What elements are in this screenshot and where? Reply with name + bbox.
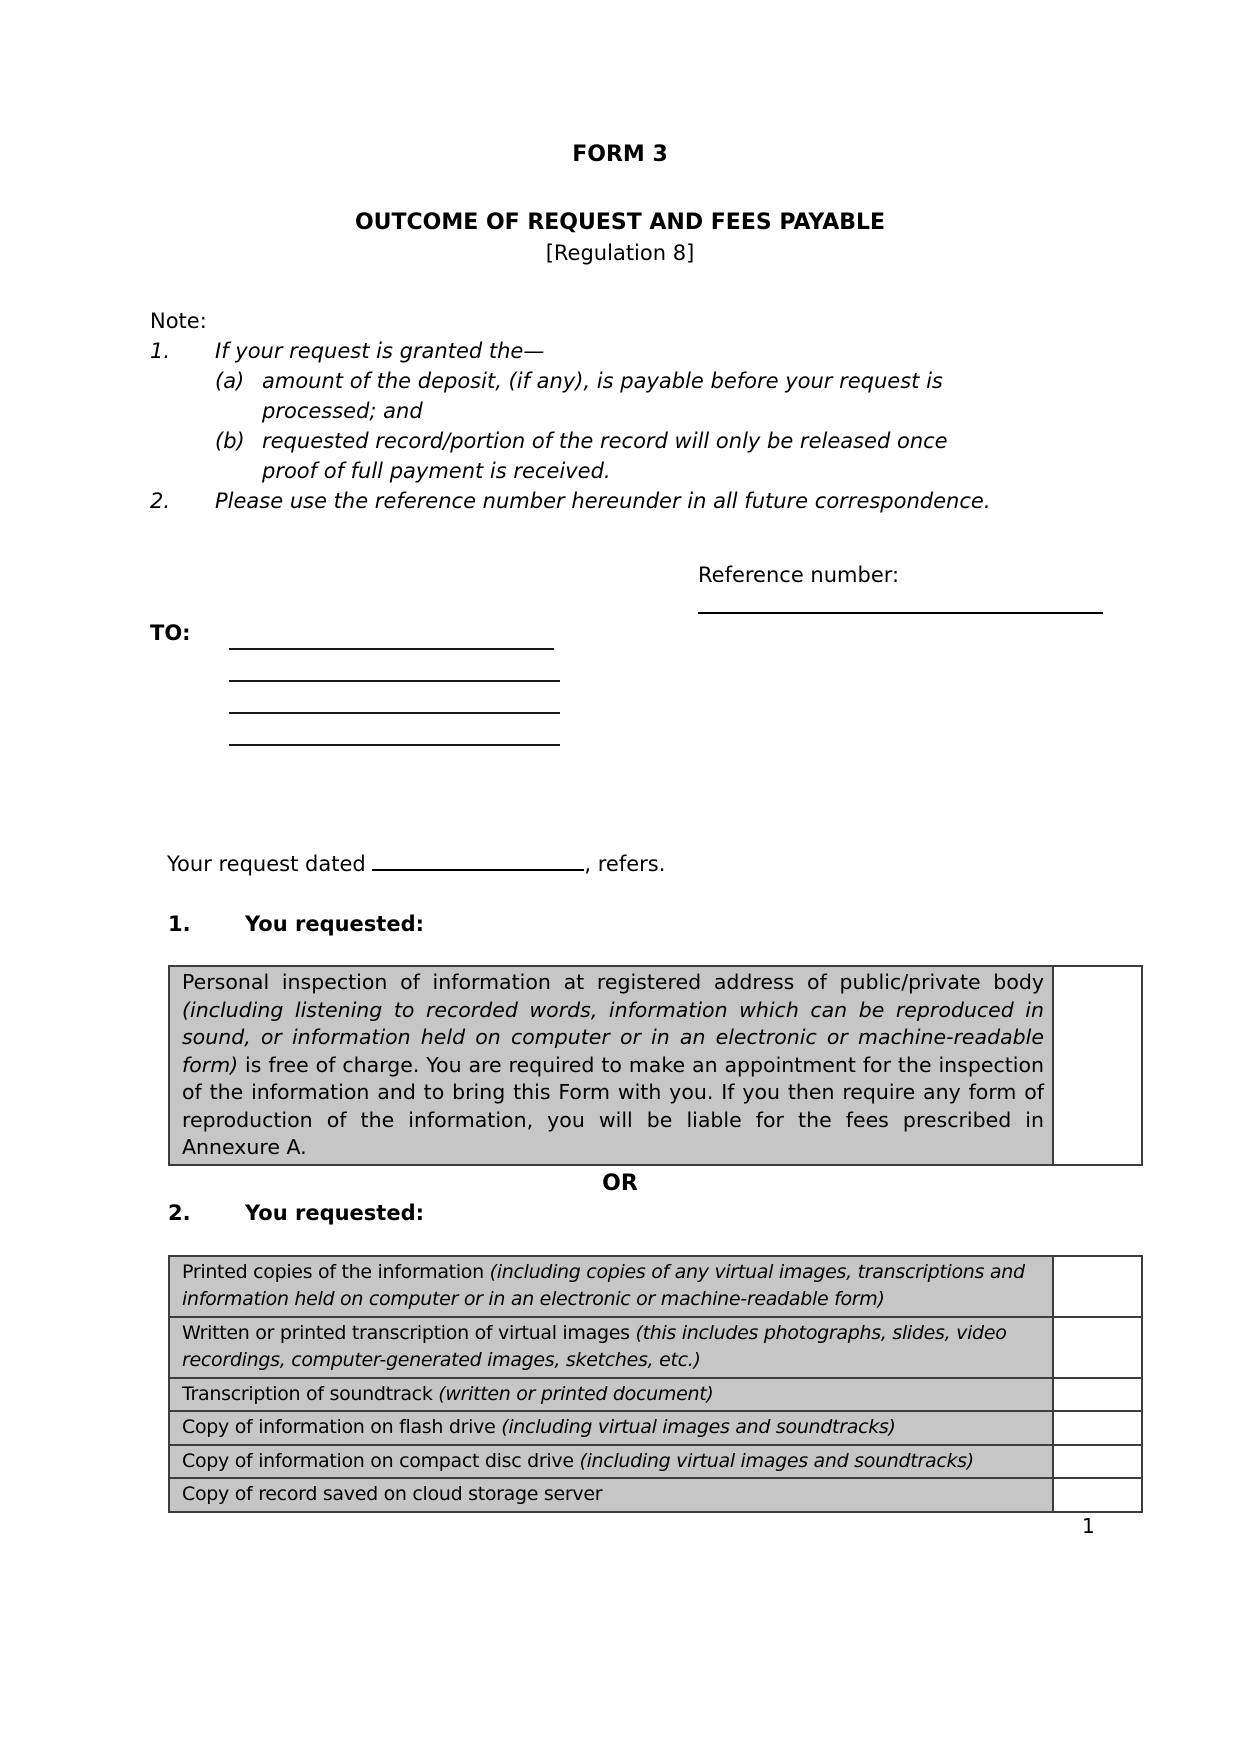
- request-dated-line: [167, 848, 1240, 879]
- requested-format-table: [168, 1255, 1143, 1513]
- page-number: 1: [1082, 1514, 1095, 1538]
- note-subitem-a: [215, 366, 1065, 426]
- to-address-line-3[interactable]: [229, 682, 560, 714]
- personal-inspection-text: Personal inspection of information at registered address of public/private body (including listening to recorded words, information which can be reproduced in sound, or information held on computer or in an electronic or machine-readable form) is free of charge. You are required to make an appointment for the inspection of the information and to bring this Form with you. If you then require any form of reproduction of the information, you will be liable for the fees prescribed in Annexure A.: [170, 967, 1054, 1164]
- reference-number-block: [698, 560, 1103, 614]
- note-section: [150, 306, 1240, 516]
- table-row-cloud-storage: [170, 1477, 1141, 1511]
- note-subitem-b-number: (b): [215, 429, 245, 453]
- section-1-heading: [168, 909, 1240, 939]
- table-row-written-transcription: [170, 1316, 1141, 1377]
- note-subitem-b: [215, 426, 1065, 486]
- note-item-2-text: Please use the reference number hereunder in all future correspondence.: [215, 489, 991, 513]
- document-title: OUTCOME OF REQUEST AND FEES PAYABLE: [354, 210, 886, 235]
- note-item-1-number: 1.: [150, 339, 171, 363]
- section-1-heading-text: You requested:: [245, 912, 425, 936]
- row-text: Copy of information on compact disc drive (including virtual images and soundtracks): [170, 1446, 1054, 1478]
- to-address-line-1[interactable]: [229, 618, 554, 650]
- section-1-number: 1.: [168, 912, 191, 936]
- note-item-1-text: If your request is granted the—: [215, 339, 545, 363]
- form-number-title: FORM 3: [572, 142, 668, 167]
- reference-number-field[interactable]: [698, 590, 1103, 614]
- to-address-line-4[interactable]: [229, 714, 560, 746]
- note-subitem-b-text: requested record/portion of the record will only be released once proof of full payment is received.: [262, 429, 948, 483]
- row-text: Transcription of soundtrack (written or printed document): [170, 1379, 1054, 1411]
- row-checkbox-cell[interactable]: [1054, 1318, 1141, 1377]
- note-subitem-a-number: (a): [215, 369, 245, 393]
- regulation-subtitle: [Regulation 8]: [545, 241, 695, 265]
- note-item-1: [150, 336, 1240, 486]
- row-checkbox-cell[interactable]: [1054, 1412, 1141, 1444]
- personal-inspection-checkbox-cell[interactable]: [1054, 967, 1141, 1164]
- to-address-line-2[interactable]: [229, 650, 560, 682]
- table-row-compact-disc: [170, 1444, 1141, 1478]
- row-checkbox-cell[interactable]: [1054, 1446, 1141, 1478]
- table-row-printed-copies: [170, 1257, 1141, 1316]
- note-subitem-a-text: amount of the deposit, (if any), is payable before your request is processed; and: [262, 369, 943, 423]
- request-date-field[interactable]: [372, 848, 584, 871]
- row-checkbox-cell[interactable]: [1054, 1479, 1141, 1511]
- row-text: Copy of record saved on cloud storage server: [170, 1479, 1054, 1511]
- row-text: Written or printed transcription of virtual images (this includes photographs, slides, video recordings, computer-generated images, sketches, etc.): [170, 1318, 1054, 1377]
- table-row-flash-drive: [170, 1410, 1141, 1444]
- section-2-heading-text: You requested:: [245, 1200, 425, 1225]
- note-item-2: [150, 486, 1240, 516]
- section-2-heading: [168, 1198, 1240, 1228]
- row-checkbox-cell[interactable]: [1054, 1257, 1141, 1316]
- or-label: OR: [602, 1170, 638, 1196]
- request-dated-prefix: Your request dated: [167, 852, 373, 876]
- table-row-soundtrack-transcription: [170, 1377, 1141, 1411]
- reference-number-label: Reference number:: [698, 563, 900, 587]
- to-label: TO:: [150, 621, 191, 645]
- section-2-number: 2.: [168, 1200, 191, 1225]
- to-address-block: [150, 618, 1240, 746]
- personal-inspection-box: [168, 965, 1143, 1166]
- request-dated-suffix: , refers.: [584, 852, 666, 876]
- row-checkbox-cell[interactable]: [1054, 1379, 1141, 1411]
- row-text: Copy of information on flash drive (including virtual images and soundtracks): [170, 1412, 1054, 1444]
- row-text: Printed copies of the information (including copies of any virtual images, transcriptions and information held on computer or in an electronic or machine-readable form): [170, 1257, 1054, 1316]
- note-item-2-number: 2.: [150, 489, 171, 513]
- note-label: Note:: [150, 309, 207, 333]
